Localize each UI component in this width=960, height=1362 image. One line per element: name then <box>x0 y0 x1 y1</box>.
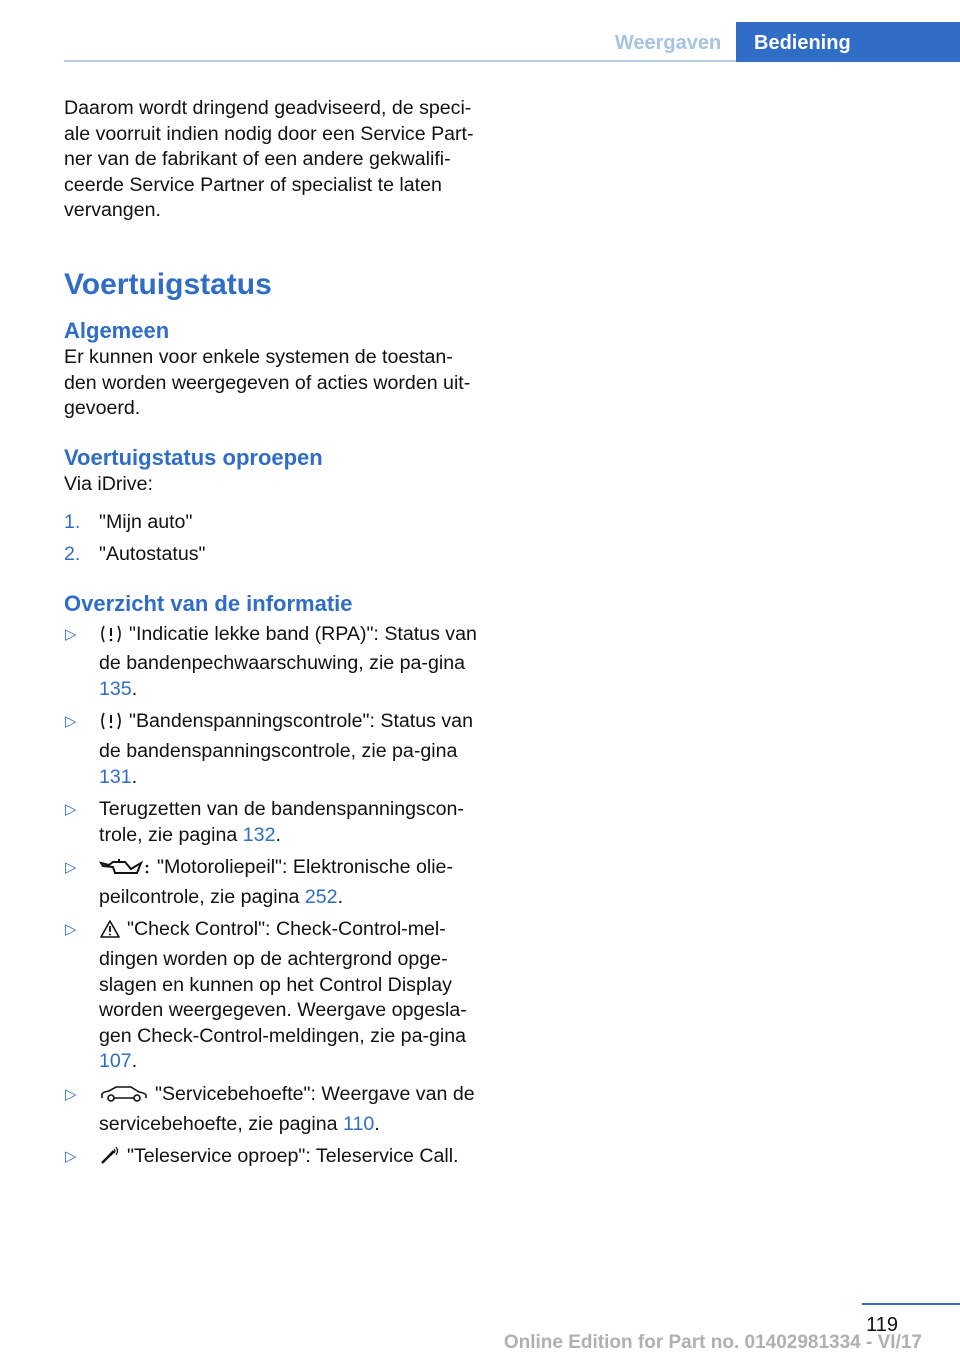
content-column <box>64 96 484 1181</box>
page-link[interactable]: 110 <box>343 1112 375 1135</box>
list-item: ▷ "Bandenspanningscontrole": Status van de bandenspanningscontrole, zie pa-gina 131. <box>65 710 473 788</box>
step-number: 1. <box>64 511 81 534</box>
tire-pressure-icon <box>99 711 123 739</box>
item-text: "Teleservice oproep": Teleservice Call. <box>127 1145 459 1168</box>
section-title: Voertuigstatus <box>64 267 272 301</box>
tab-bediening[interactable]: Bediening <box>736 22 960 62</box>
bullet-icon: ▷ <box>65 1086 77 1104</box>
tab-weergaven[interactable]: Weergaven <box>614 32 722 54</box>
oil-can-icon <box>99 857 151 885</box>
recall-via: Via iDrive: <box>64 472 153 495</box>
recall-heading: Voertuigstatus oproepen <box>64 444 323 470</box>
list-item <box>64 542 484 568</box>
item-text: "Bandenspanningscontrole": Status van de bandenspanningscontrole, zie pa-gina <box>99 710 473 762</box>
recall-steps <box>64 510 484 567</box>
list-item: ▷ Terugzetten van de bandenspanningscon-trole, zie pagina 132. <box>65 798 464 846</box>
list-item: ▷ "Indicatie lekke band (RPA)": Status van de bandenpechwaarschuwing, zie pa-gina 135. <box>65 622 477 700</box>
footer-rule <box>862 1303 960 1305</box>
item-text: "Check Control": Check-Control-mel-dingen worden op de achtergrond opge-slagen en kunnen op het Control Display worden weergegeven. Weergave opgesla-gen Check-Control-meldingen, zie pa-gina <box>99 918 467 1047</box>
list-item: ▷ "Check Control": Check-Control-mel-dingen worden op de achtergrond opge-slagen en kunnen op het Control Display worden weergegeven. Weergave opgesla-gen Check-Control-meldingen, zie pa-gina 107. <box>65 918 467 1073</box>
bullet-icon: ▷ <box>65 859 77 877</box>
step-text: "Mijn auto" <box>99 511 193 534</box>
page-number: 119 <box>866 1314 898 1336</box>
step-text: "Autostatus" <box>99 542 206 565</box>
list-item <box>64 510 484 536</box>
page-link[interactable]: 135 <box>99 677 132 700</box>
overview-list <box>64 622 484 1174</box>
page-link[interactable]: 107 <box>99 1050 132 1073</box>
list-item: ▷ "Servicebehoefte": Weergave van de servicebehoefte, zie pagina 110. <box>65 1083 475 1135</box>
bullet-icon: ▷ <box>65 625 77 643</box>
bullet-icon: ▷ <box>65 801 77 819</box>
bullet-icon: ▷ <box>65 1148 77 1166</box>
list-item: ▷ "Motoroliepeil": Elektronische olie-peilcontrole, zie pagina 252. <box>65 856 453 908</box>
general-text: Er kunnen voor enkele systemen de toestan-den worden weergegeven of acties worden uit-gevoerd. <box>64 345 471 420</box>
step-number: 2. <box>64 542 81 565</box>
car-service-icon <box>99 1084 149 1112</box>
page-link[interactable]: 131 <box>99 765 132 788</box>
item-text: "Indicatie lekke band (RPA)": Status van de bandenpechwaarschuwing, zie pa-gina <box>99 622 477 675</box>
edition-note: Online Edition for Part no. 01402981334 - VI/17 <box>503 1332 922 1353</box>
item-text: "Motoroliepeil": Elektronische olie-peilcontrole, zie pagina <box>99 856 453 908</box>
list-item <box>64 1144 484 1174</box>
warning-triangle-icon <box>99 919 121 947</box>
general-heading: Algemeen <box>64 317 170 343</box>
page-link[interactable]: 132 <box>242 823 276 846</box>
item-text: "Servicebehoefte": Weergave van de servicebehoefte, zie pagina <box>99 1083 475 1135</box>
bullet-icon: ▷ <box>65 713 77 731</box>
wrench-call-icon <box>99 1146 121 1174</box>
page-link[interactable]: 252 <box>304 885 338 908</box>
intro-paragraph: Daarom wordt dringend geadviseerd, de speci-ale voorruit indien nodig door een Service Part-ner van de fabrikant of een andere gekwalifi-ceerde Service Partner of specialist te laten vervangen. <box>64 97 474 222</box>
tire-warning-icon <box>99 624 123 652</box>
overview-heading: Overzicht van de informatie <box>64 590 353 616</box>
item-text: Terugzetten van de bandenspanningscon-trole, zie pagina <box>99 798 464 846</box>
bullet-icon: ▷ <box>65 921 77 939</box>
